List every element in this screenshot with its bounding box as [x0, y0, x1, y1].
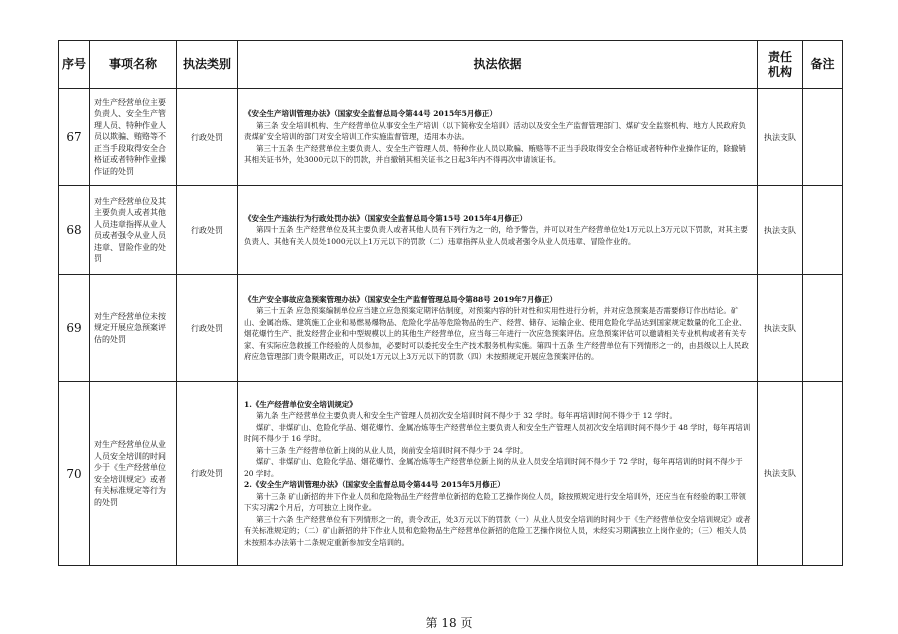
- table-row: [59, 186, 843, 275]
- legal-basis: [238, 186, 758, 275]
- basis-paragraph: 第十三条 生产经营单位新上岗的从业人员，岗前安全培训时间不得少于 24 学时。: [256, 445, 528, 455]
- header-basis: 执法依据: [238, 41, 758, 89]
- page-number: 第 18 页: [425, 616, 473, 630]
- remarks: [803, 275, 843, 382]
- row-number: 70: [59, 382, 90, 566]
- row-number: 68: [59, 186, 90, 275]
- basis-paragraph: 第十三条 矿山新招的井下作业人员和危险物品生产经营单位新招的危险工艺操作岗位人员，除按照规定进行安全培训外，还应当在有经验的职工带领下实习满2个月后，方可独立上岗作业。: [244, 491, 746, 513]
- header-category: 执法类别: [177, 41, 238, 89]
- responsible-org: 执法支队: [758, 275, 803, 382]
- basis-title: 《生产安全事故应急预案管理办法》（国家安全生产监督管理总局令第88号 2019年7月修正）: [244, 294, 557, 304]
- row-number: 69: [59, 275, 90, 382]
- header-name: 事项名称: [90, 41, 177, 89]
- basis-paragraph: 煤矿、非煤矿山、危险化学品、烟花爆竹、金属冶炼等生产经营单位主要负责人和安全生产管理人员初次安全培训时间不得少于 48 学时，每年再培训时间不得少于 16 学时。: [244, 422, 751, 444]
- basis-paragraph: 第四十五条 生产经营单位及其主要负责人或者其他人员有下列行为之一的，给予警告，并可以对生产经营单位处1万元以上3万元以下罚款，对其主要负责人、其他有关人员处1000元以上1万元以下的罚款（二）违章指挥从业人员或者强令从业人员违章、冒险作业的。: [244, 225, 748, 246]
- remarks: [803, 89, 843, 186]
- basis-title: 2.《安全生产培训管理办法》（国家安全监督总局令第44号 2015年5月修正）: [244, 480, 505, 490]
- remarks: [803, 186, 843, 275]
- basis-paragraph: 煤矿、非煤矿山、危险化学品、烟花爆竹、金属冶炼等生产经营单位新上岗的从业人员安全培训时间不得少于 72 学时，每年再培训的时间不得少于20 学时。: [244, 457, 743, 478]
- responsible-org: 执法支队: [758, 186, 803, 275]
- basis-paragraph: 第三十六条 生产经营单位有下列情形之一的，责令改正，处3万元以下的罚款（一）从业人员安全培训的时间少于《生产经营单位安全培训规定》或者有关标准规定的；（二）矿山新招的井下作业人员和危险物品生产经营单位新招的危险工艺操作岗位人员，未经实习期满独立上岗作业的；（三）相关人员未按照本办法第十二条规定重新参加安全培训的。: [244, 514, 751, 547]
- basis-paragraph: 第三十五条 生产经营单位主要负责人、安全生产管理人员、特种作业人员以欺骗、贿赂等不正当手段取得安全合格证或者特种作业操作证的，除撤销其相关证书外，处3000元以下的罚款，并自撤销其相关证书之日起3年内不得再次申请该证书。: [244, 143, 746, 165]
- item-name: 对生产经营单位未按规定开展应急预案评估的处罚: [90, 275, 177, 382]
- basis-paragraph: 第九条 生产经营单位主要负责人和安全生产管理人员初次安全培训时间不得少于 32 学时。每年再培训时间不得少于 12 学时。: [256, 411, 678, 421]
- enforcement-category: 行政处罚: [177, 275, 238, 382]
- table-header-row: [59, 41, 843, 89]
- table-row: [59, 89, 843, 186]
- row-number: 67: [59, 89, 90, 186]
- table-row: [59, 382, 843, 566]
- basis-title: 《安全生产违法行为行政处罚办法》（国家安全监督总局令第15号 2015年4月修正）: [244, 213, 527, 223]
- responsible-org: 执法支队: [758, 89, 803, 186]
- header-org: 责任 机构: [758, 41, 803, 89]
- responsible-org: 执法支队: [758, 382, 803, 566]
- enforcement-table: [58, 40, 843, 566]
- basis-paragraph: 第三十五条 应急预案编制单位应当建立应急预案定期评估制度，对预案内容的针对性和实用性进行分析，并对应急预案是否需要修订作出结论。矿山、金属冶炼、建筑施工企业和易燃易爆物品、危险化学品等危险物品的生产、经营、储存、运输企业、使用危险化学品达到国家规定数量的化工企业、烟花爆竹生产、批发经营企业和中型规模以上的其他生产经营单位，应当每三年进行一次应急预案评估。应急预案评估可以邀请相关专业机构或者有关专家、有实际应急救援工作经验的人员参加，必要时可以委托安全生产技术服务机构实施。第四十五条 生产经营单位有下列情形之一的，由县级以上人民政府应急管理部门责令限期改正，可以处1万元以上3万元以下的罚款（四）未按照规定开展应急预案评估的。: [244, 306, 749, 361]
- basis-paragraph: 第三条 安全培训机构、生产经营单位从事安全生产培训（以下简称安全培训）活动以及安全生产监督管理部门、煤矿安全监察机构、地方人民政府负责煤矿安全培训的部门对安全培训工作实施监督管理，适用本办法。: [244, 120, 746, 142]
- remarks: [803, 382, 843, 566]
- enforcement-category: 行政处罚: [177, 89, 238, 186]
- legal-basis: [238, 382, 758, 566]
- enforcement-category: 行政处罚: [177, 382, 238, 566]
- basis-title: 1.《生产经营单位安全培训规定》: [244, 399, 357, 409]
- enforcement-category: 行政处罚: [177, 186, 238, 275]
- header-note: 备注: [803, 41, 843, 89]
- table-row: [59, 275, 843, 382]
- item-name: 对生产经营单位从业人员安全培训的时间少于《生产经营单位安全培训规定》或者有关标准规定等行为的处罚: [90, 382, 177, 566]
- basis-title: 《安全生产培训管理办法》（国家安全监督总局令第44号 2015年5月修正）: [244, 109, 497, 119]
- item-name: 对生产经营单位主要负责人、安全生产管理人员、特种作业人员以欺骗、贿赂等不正当手段取得安全合格证或者特种作业操作证的处罚: [90, 89, 177, 186]
- header-no: 序号: [59, 41, 90, 89]
- legal-basis: [238, 89, 758, 186]
- item-name: 对生产经营单位及其主要负责人或者其他人员违章指挥从业人员或者强令从业人员违章、冒险作业的处罚: [90, 186, 177, 275]
- legal-basis: [238, 275, 758, 382]
